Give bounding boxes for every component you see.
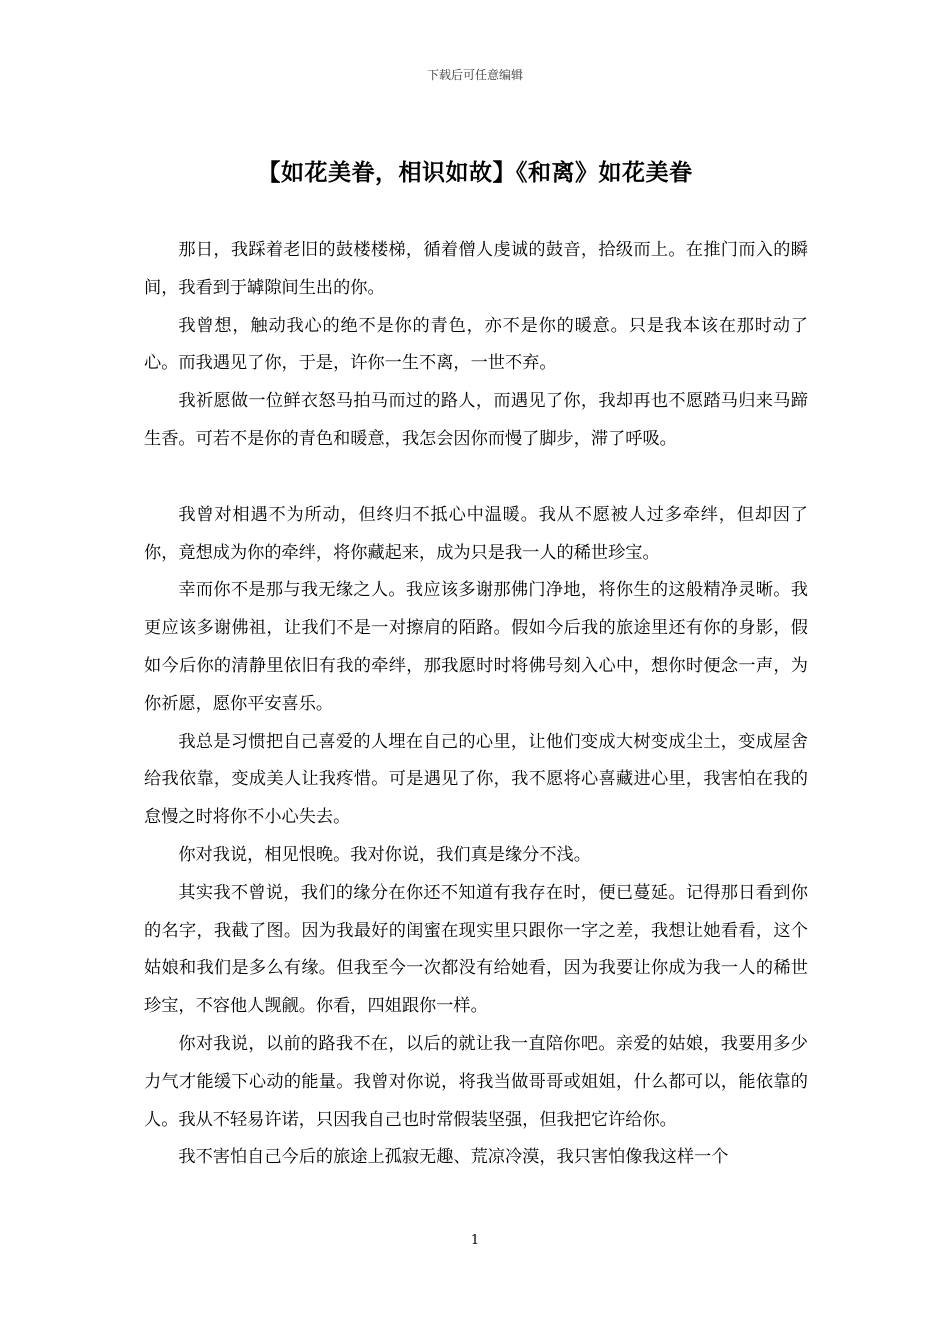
document-body bbox=[144, 232, 808, 1177]
document-title: 【如花美眷，相识如故】《和离》如花美眷 bbox=[257, 160, 693, 186]
paragraph: 幸而你不是那与我无缘之人。我应该多谢那佛门净地，将你生的这般精净灵晰。我更应该多谢佛祖，让我们不是一对擦肩的陌路。假如今后我的旅途里还有你的身影，假如今后你的清静里依旧有我的牵绊，那我愿时时将佛号刻入心中，想你时便念一声，为你祈愿，愿你平安喜乐。 bbox=[144, 580, 808, 714]
paragraph: 你对我说，相见恨晚。我对你说，我们真是缘分不浅。 bbox=[178, 844, 591, 865]
paragraph: 我曾对相遇不为所动，但终归不抵心中温暖。我从不愿被人过多牵绊，但却因了你，竟想成为你的牵绊，将你藏起来，成为只是我一人的稀世珍宝。 bbox=[144, 504, 808, 563]
paragraph: 其实我不曾说，我们的缘分在你还不知道有我存在时，便已蔓延。记得那日看到你的名字，我截了图。因为我最好的闺蜜在现实里只跟你一字之差，我想让她看看，这个姑娘和我们是多么有缘。但我至今一次都没有给她看，因为我要让你成为我一人的稀世珍宝，不容他人觊觎。你看，四姐跟你一样。 bbox=[144, 882, 808, 1017]
page-number: 1 bbox=[470, 1233, 480, 1248]
paragraph: 你对我说，以前的路我不在，以后的就让我一直陪你吧。亲爱的姑娘，我要用多少力气才能缓下心动的能量。我曾对你说，将我当做哥哥或姐姐，什么都可以，能依靠的人。我从不轻易许诺，只因我自己也时常假装坚强，但我把它许给你。 bbox=[144, 1033, 808, 1130]
paragraph: 我祈愿做一位鲜衣怒马拍马而过的路人，而遇见了你，我却再也不愿踏马归来马蹄生香。可若不是你的青色和暖意，我怎会因你而慢了脚步，滞了呼吸。 bbox=[144, 391, 808, 449]
paragraph-gap bbox=[144, 459, 808, 497]
paragraph: 我不害怕自己今后的旅途上孤寂无趣、荒凉冷漠，我只害怕像我这样一个 bbox=[178, 1147, 729, 1168]
page-header: 下载后可任意编辑 bbox=[426, 68, 523, 82]
paragraph: 我曾想，触动我心的绝不是你的青色，亦不是你的暖意。只是我本该在那时动了心。而我遇见了你，于是，许你一生不离，一世不弃。 bbox=[144, 315, 808, 374]
paragraph: 那日，我踩着老旧的鼓楼楼梯，循着僧人虔诚的鼓音，拾级而上。在推门而入的瞬间，我看到于罅隙间生出的你。 bbox=[144, 240, 808, 298]
paragraph: 我总是习惯把自己喜爱的人埋在自己的心里，让他们变成大树变成尘土，变成屋舍给我依靠，变成美人让我疼惜。可是遇见了你，我不愿将心喜藏进心里，我害怕在我的怠慢之时将你不小心失去。 bbox=[144, 731, 808, 828]
